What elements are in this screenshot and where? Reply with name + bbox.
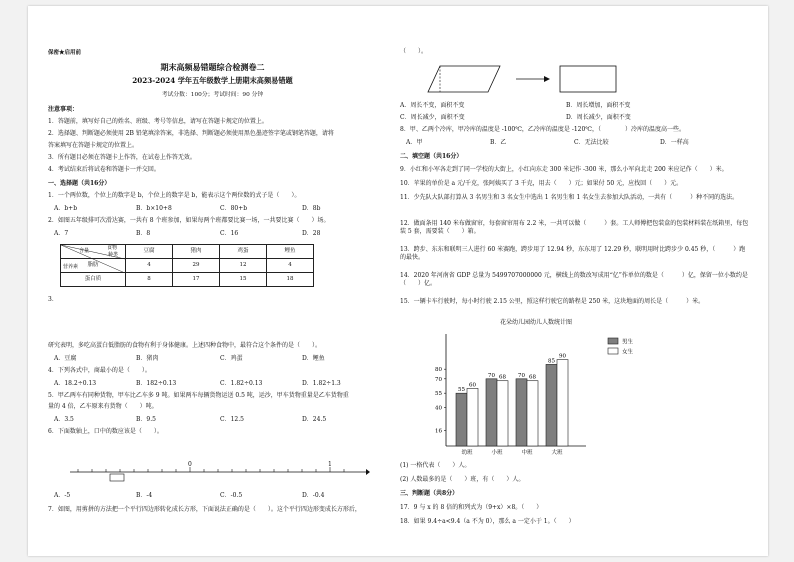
option: C．16: [220, 230, 239, 237]
question-15: 15．一辆卡车行驶时，每小时行驶 2.15 公里，照这样行驶它的路程是 250 米，这块地面的周长是（ ）米。: [400, 298, 705, 305]
table-cell: 15: [220, 273, 267, 287]
exam-meta: 考试分数：100分；考试时间：90 分钟: [161, 92, 264, 98]
bar-value-label: 85: [548, 358, 555, 365]
option: A．7: [54, 230, 69, 237]
question-5-line-2: 量的 4 倍，乙车原来有货物（ ）吨。: [48, 403, 158, 410]
bar-chart: [426, 328, 756, 458]
legend-swatch: [608, 338, 618, 344]
option: D．周长减少，面积不变: [566, 114, 631, 121]
chart-svg: [426, 328, 756, 458]
option: A．b+b: [54, 205, 78, 212]
table-col-header: 豆腐: [126, 245, 173, 259]
note-line: 4．考试结束后将试卷和答题卡一并交回。: [48, 166, 160, 173]
option: C．周长减少，面积不变: [400, 114, 465, 121]
option: A．3.5: [54, 416, 74, 423]
question-7-tail: （ ）。: [400, 48, 428, 55]
y-tick-label: 16: [435, 428, 442, 435]
option: B．乙: [490, 139, 507, 146]
option: C．1.82÷0.13: [220, 380, 263, 387]
note-line: 3．所有题目必须在答题卡上作答，在试卷上作答无效。: [48, 154, 196, 161]
option: C．无法比较: [574, 139, 609, 146]
table-row-label: 脂肪: [61, 259, 126, 273]
chart-question-1: (1) 一格代表（ ）人。: [400, 462, 471, 469]
y-tick-label: 55: [435, 391, 442, 398]
option: B．-4: [136, 492, 153, 499]
question-13: 13．跨步、东东和联明三人进行 60 米赛跑，跨步用了 12.94 秒，东东用了 12.29 秒，联明用时比跨步少 0.45 秒，（ ）跑的最快。: [400, 246, 746, 262]
diag-label-mid: 含量: [79, 248, 90, 254]
category-label: 幼班: [461, 450, 473, 456]
bar-male: [516, 379, 527, 446]
secret-label: 保密★启用前: [48, 50, 82, 56]
bar-male: [486, 379, 497, 446]
question-9: 9．小红和小军各走到了同一学校的大街上，小红向东走 300 米记作 -300 米，那么小军向北走 200 米应记作（ ）米。: [400, 166, 728, 173]
question-6: 6．下面数轴上，口中的数应该是（ ）。: [48, 428, 163, 435]
question-5-line-1: 5．甲乙两车有同种货物，甲车比乙车多 9 吨。如果两车每辆货物运送 0.5 吨，运沙，甲车货物重量是乙车货物重: [48, 392, 349, 399]
option: D．一样高: [660, 139, 689, 146]
chart-question-2: (2) 人数最多的是（ ）班，有（ ）人。: [400, 476, 525, 483]
table-col-header: 猪肉: [173, 245, 220, 259]
category-label: 大班: [551, 450, 563, 456]
numline-label-0: 0: [188, 461, 192, 468]
bar-value-label: 68: [499, 374, 506, 381]
y-tick-label: 80: [435, 367, 442, 374]
note-line: 2．选择题、判断题必须使用 2B 铅笔填涂答案，非选择、判断题必须使用黑色墨迹签字笔或钢笔答题，请将: [48, 130, 334, 137]
question-10: 10．苹果的单价是 a 元/千克，张阿姨买了 3 千克，用去（ ）元；如果付 50 元，应找回（ ）元。: [400, 180, 683, 187]
diag-label-top: 食物: [107, 245, 118, 251]
parallelogram-figure: [426, 62, 626, 96]
number-line: [70, 452, 370, 482]
bar-male: [546, 364, 557, 446]
question-8: 8．甲、乙两个冷库，甲冷库的温度是 -100℃，乙冷库的温度是 -120℃，（ ）冷库的温度高一些。: [400, 126, 686, 133]
option: B．182÷0.13: [136, 380, 177, 387]
table-col-header: 鸡蛋: [220, 245, 267, 259]
option: A．18.2÷0.13: [54, 380, 97, 387]
exam-page: [28, 6, 768, 556]
table-cell: 18: [267, 273, 314, 287]
table-col-header: 鲤鱼: [267, 245, 314, 259]
table-cell: 29: [173, 259, 220, 273]
exam-subtitle: 2023-2024 学年五年级数学上册期末高频易错题: [132, 76, 293, 85]
question-3-text: 研究表明，多吃高蛋白低脂肪的食物有利于身体健康。上述四种食物中，最符合这个条件的是（ ）。: [48, 342, 322, 349]
option: C．80+b: [220, 205, 248, 212]
question-11: 11．少先队大队部打算从 3 名男生和 3 名女生中选出 1 名男生和 1 名女生去参加大队活动，一共有（ ）种不同的选法。: [400, 194, 739, 201]
numline-label-1: 1: [328, 461, 332, 468]
option: C．12.5: [220, 416, 244, 423]
question-14: 14．2020 年河南省 GDP 总量为 5499707000000 元，横线上的数改写成用“亿”作单位的数是（ ）亿，保留一位小数约是（ ）亿。: [400, 272, 748, 288]
legend-label: 女生: [622, 349, 634, 356]
table-cell: 17: [173, 273, 220, 287]
option: C．-0.5: [220, 492, 243, 499]
bar-value-label: 68: [529, 374, 536, 381]
option: D．-0.4: [302, 492, 325, 499]
bar-value-label: 60: [469, 382, 476, 389]
option: B．8: [136, 230, 151, 237]
legend-label: 男生: [622, 339, 634, 346]
y-tick-label: 70: [435, 376, 442, 383]
table-row-label: 蛋白质: [61, 273, 126, 287]
answer-box: [110, 474, 124, 481]
option: B．猪肉: [136, 355, 159, 362]
bar-female: [497, 381, 508, 446]
bar-female: [557, 360, 568, 446]
question-17: 17．9 与 x 的 8 倍的和列式为（9+x）×8。（ ）: [400, 504, 543, 511]
option: B．9.5: [136, 416, 156, 423]
exam-title: 期末高频易错题综合检测卷二: [160, 62, 265, 72]
table-cell: 12: [220, 259, 267, 273]
y-tick-label: 40: [435, 405, 442, 412]
bar-value-label: 70: [488, 372, 495, 379]
note-line: 答案填写在答题卡规定的位置上。: [48, 142, 139, 149]
bar-female: [467, 388, 478, 446]
table-cell: 4: [126, 259, 173, 273]
question-12: 12．做面条用 140 米布做窗帘，每套窗帘用布 2.2 米，一共可以做（ ）套。工人师傅把包装盒的包装材料装在纸箱里，每包装 5 套，需要装（ ）箱。: [400, 220, 749, 236]
bar-male: [456, 393, 467, 446]
table-row: [61, 273, 314, 287]
bar-value-label: 90: [559, 353, 566, 360]
diag-label-right: 种类: [108, 252, 119, 258]
option: D．28: [302, 230, 321, 237]
option: B．b×10+8: [136, 205, 172, 212]
option: D．1.82÷1.3: [302, 380, 341, 387]
section-1-title: 一、选择题（共16分）: [48, 180, 111, 187]
legend-swatch: [608, 348, 618, 354]
question-18: 18．如果 9.4÷a<9.4（a 不为 0），那么 a 一定小于 1。（ ）: [400, 518, 575, 525]
question-7: 7．如图，用剪拼的方法把一个平行四边形转化成长方形，下面说法正确的是（ ）。这个平行四边形变成长方形后，: [48, 506, 361, 513]
option: D．鲤鱼: [302, 355, 325, 362]
bar-female: [527, 381, 538, 446]
chart-title: 花朵幼儿园幼儿人数统计图: [500, 319, 573, 326]
bar-value-label: 55: [458, 387, 465, 394]
category-label: 小班: [491, 450, 503, 456]
section-2-title: 二、填空题（共16分）: [400, 153, 463, 160]
option: A．-5: [54, 492, 71, 499]
option: C．鸡蛋: [220, 355, 243, 362]
option: A．甲: [406, 139, 423, 146]
note-line: 1．答题前，填写好自己的姓名、班级、考号等信息，请写在答题卡规定的位置上。: [48, 118, 268, 125]
table-cell: 4: [267, 259, 314, 273]
question-4: 4．下列各式中，商最小的是（ ）。: [48, 367, 151, 374]
option: D．8b: [302, 205, 321, 212]
option: A．豆腐: [54, 355, 77, 362]
section-3-title: 三、判断题（共8分）: [400, 490, 459, 497]
diag-label-bottom: 营养素: [63, 264, 79, 270]
question-3-number: 3．: [48, 296, 58, 303]
option: D．24.5: [302, 416, 327, 423]
option: B．周长增加，面积不变: [566, 102, 631, 109]
question-2: 2．如图五年级排可次滑达赛，一共有 8 个班参加，如果每两个班都要比赛一场，一共要比赛（ ）场。: [48, 217, 330, 224]
bar-value-label: 70: [518, 372, 525, 379]
notes-title: 注意事项：: [48, 106, 79, 113]
table-cell: 8: [126, 273, 173, 287]
category-label: 中班: [521, 450, 533, 456]
nutrition-table: [60, 244, 314, 287]
question-1: 1．一个两位数，个位上的数字是 b，个位上的数字是 b，能表示这个两位数的式子是（ ）。: [48, 192, 301, 199]
option: A．周长不变，面积不变: [400, 102, 465, 109]
